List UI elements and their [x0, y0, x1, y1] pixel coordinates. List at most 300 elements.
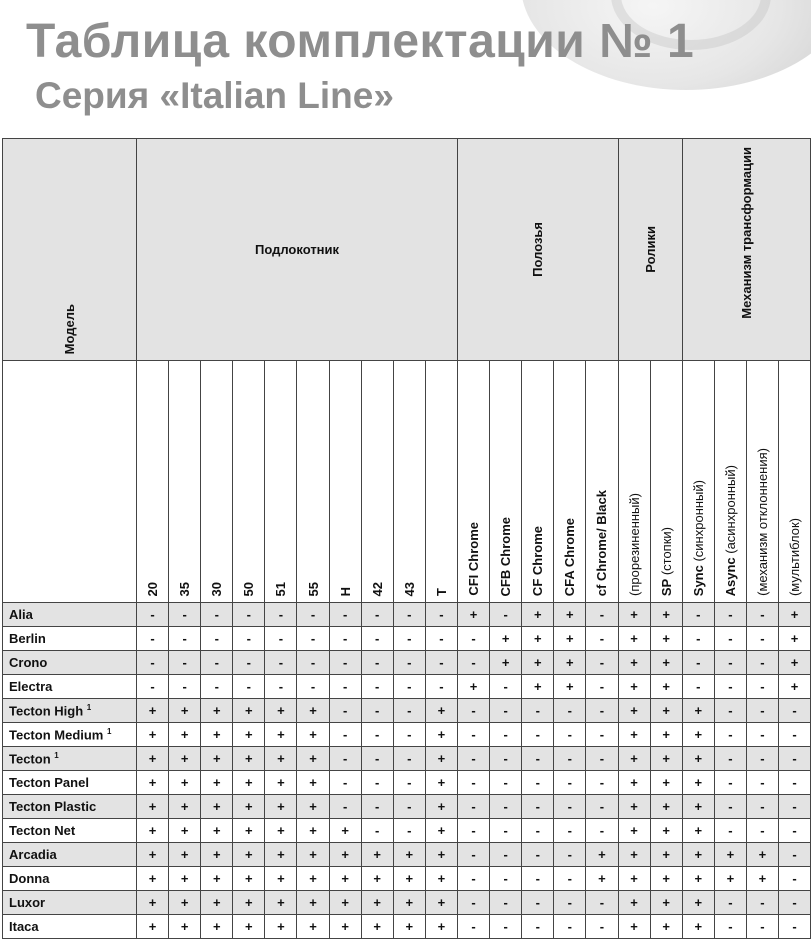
table-row: [3, 819, 811, 843]
availability-cell: -: [169, 651, 201, 675]
model-name: Tecton Net: [9, 823, 76, 838]
availability-cell: -: [554, 843, 586, 867]
column-header-bold-text: CFA Chrome: [562, 517, 578, 596]
availability-cell: +: [618, 915, 650, 939]
availability-cell: +: [425, 771, 457, 795]
column-header-bold-text: cf Chrome/ Black: [594, 489, 610, 596]
availability-cell: -: [393, 627, 425, 651]
availability-cell: -: [490, 699, 522, 723]
availability-cell: +: [618, 651, 650, 675]
availability-cell: +: [618, 723, 650, 747]
availability-cell: -: [361, 747, 393, 771]
availability-cell: +: [682, 723, 714, 747]
availability-cell: -: [393, 603, 425, 627]
availability-cell: -: [779, 747, 811, 771]
availability-cell: -: [714, 795, 746, 819]
availability-cell: +: [169, 723, 201, 747]
availability-cell: +: [361, 867, 393, 891]
availability-cell: -: [297, 675, 329, 699]
availability-cell: +: [554, 603, 586, 627]
availability-cell: +: [297, 819, 329, 843]
availability-cell: -: [361, 627, 393, 651]
availability-cell: -: [779, 843, 811, 867]
availability-cell: -: [458, 723, 490, 747]
column-header-13: [554, 361, 586, 603]
model-name-cell: [3, 603, 137, 627]
availability-cell: +: [522, 651, 554, 675]
availability-cell: -: [329, 795, 361, 819]
column-header-18: [714, 361, 746, 603]
availability-cell: +: [522, 603, 554, 627]
availability-cell: -: [490, 675, 522, 699]
availability-cell: +: [682, 747, 714, 771]
availability-cell: +: [522, 627, 554, 651]
table-row: [3, 891, 811, 915]
availability-cell: -: [714, 699, 746, 723]
availability-cell: -: [586, 603, 618, 627]
availability-cell: -: [779, 723, 811, 747]
group-header-mechanism: [682, 139, 810, 361]
availability-cell: +: [297, 747, 329, 771]
model-name-cell: [3, 675, 137, 699]
page-subtitle: Серия «Italian Line»: [35, 75, 394, 116]
model-name: Donna: [9, 871, 50, 886]
column-header-label: [209, 582, 224, 596]
availability-cell: +: [297, 771, 329, 795]
column-header-2: [201, 361, 233, 603]
model-name-cell: [3, 819, 137, 843]
availability-cell: +: [265, 699, 297, 723]
availability-cell: +: [169, 891, 201, 915]
model-name-cell: [3, 867, 137, 891]
availability-cell: -: [714, 651, 746, 675]
availability-cell: -: [458, 627, 490, 651]
table-row: [3, 627, 811, 651]
availability-cell: +: [425, 723, 457, 747]
availability-cell: -: [458, 843, 490, 867]
availability-cell: +: [650, 627, 682, 651]
availability-cell: -: [361, 771, 393, 795]
availability-cell: +: [233, 699, 265, 723]
column-header-label: [691, 480, 706, 596]
availability-cell: +: [169, 747, 201, 771]
column-header-bold-text: CF Chrome: [530, 525, 546, 596]
availability-cell: -: [779, 891, 811, 915]
column-header-bold-text: 51: [273, 581, 289, 596]
availability-cell: -: [490, 747, 522, 771]
availability-cell: +: [682, 915, 714, 939]
column-header-bold-text: 50: [241, 581, 257, 596]
column-header-note-text: (стопки): [658, 526, 674, 579]
availability-cell: +: [329, 891, 361, 915]
availability-cell: +: [714, 843, 746, 867]
availability-cell: +: [265, 867, 297, 891]
availability-cell: -: [490, 843, 522, 867]
column-header-bold-text: Async: [722, 556, 738, 596]
availability-cell: +: [618, 819, 650, 843]
availability-cell: +: [393, 867, 425, 891]
availability-cell: +: [265, 819, 297, 843]
group-label-casters: Ролики: [642, 226, 658, 273]
availability-cell: -: [329, 675, 361, 699]
availability-cell: +: [618, 891, 650, 915]
table-row: [3, 795, 811, 819]
availability-cell: +: [201, 891, 233, 915]
column-header-bold-text: 42: [369, 581, 385, 596]
column-header-15: [618, 361, 650, 603]
availability-cell: +: [201, 771, 233, 795]
availability-cell: -: [779, 795, 811, 819]
availability-cell: +: [650, 747, 682, 771]
availability-cell: -: [554, 795, 586, 819]
column-header-label: [434, 588, 449, 596]
availability-cell: +: [779, 603, 811, 627]
availability-cell: -: [490, 603, 522, 627]
availability-cell: -: [329, 603, 361, 627]
group-label-mechanism: Механизм трансформации: [738, 147, 754, 319]
availability-cell: +: [233, 819, 265, 843]
availability-cell: +: [650, 915, 682, 939]
availability-cell: -: [779, 915, 811, 939]
availability-cell: -: [393, 819, 425, 843]
availability-cell: -: [746, 675, 778, 699]
availability-cell: +: [682, 771, 714, 795]
availability-cell: +: [650, 771, 682, 795]
availability-cell: -: [329, 747, 361, 771]
model-name: Tecton: [9, 751, 51, 767]
availability-cell: +: [618, 699, 650, 723]
column-header-9: [425, 361, 457, 603]
availability-cell: +: [618, 843, 650, 867]
availability-cell: -: [586, 723, 618, 747]
column-header-bold-text: CFI Chrome: [466, 522, 482, 596]
column-header-4: [265, 361, 297, 603]
availability-cell: -: [233, 603, 265, 627]
availability-cell: +: [361, 843, 393, 867]
availability-cell: -: [361, 651, 393, 675]
availability-cell: +: [650, 675, 682, 699]
availability-cell: -: [361, 699, 393, 723]
column-header-7: [361, 361, 393, 603]
column-header-label: [145, 582, 160, 596]
availability-cell: +: [425, 915, 457, 939]
availability-cell: -: [233, 651, 265, 675]
availability-cell: -: [137, 651, 169, 675]
availability-cell: -: [746, 603, 778, 627]
availability-cell: +: [682, 819, 714, 843]
availability-cell: -: [137, 627, 169, 651]
availability-cell: -: [201, 603, 233, 627]
availability-cell: +: [425, 819, 457, 843]
table-row: [3, 651, 811, 675]
availability-cell: -: [779, 771, 811, 795]
availability-cell: -: [746, 723, 778, 747]
availability-cell: -: [714, 627, 746, 651]
availability-cell: +: [425, 747, 457, 771]
availability-cell: +: [265, 891, 297, 915]
availability-cell: -: [490, 819, 522, 843]
availability-cell: +: [746, 867, 778, 891]
availability-cell: +: [233, 915, 265, 939]
model-name: Electra: [9, 679, 53, 694]
availability-cell: -: [554, 819, 586, 843]
availability-cell: +: [233, 867, 265, 891]
column-header-label: [177, 582, 192, 596]
column-header-0: [137, 361, 169, 603]
availability-cell: -: [554, 699, 586, 723]
column-header-bold-text: 43: [401, 581, 417, 596]
availability-cell: -: [586, 891, 618, 915]
availability-cell: -: [586, 699, 618, 723]
availability-cell: +: [137, 819, 169, 843]
availability-cell: -: [361, 795, 393, 819]
availability-cell: +: [425, 699, 457, 723]
availability-cell: +: [618, 747, 650, 771]
availability-cell: -: [522, 843, 554, 867]
availability-cell: -: [522, 747, 554, 771]
model-name-cell: [3, 891, 137, 915]
availability-cell: +: [682, 843, 714, 867]
availability-cell: -: [682, 627, 714, 651]
availability-cell: +: [554, 675, 586, 699]
column-header-bold-text: Sync: [690, 564, 706, 596]
column-header-label: [723, 465, 738, 596]
availability-cell: -: [714, 675, 746, 699]
availability-cell: +: [169, 915, 201, 939]
column-header-11: [490, 361, 522, 603]
table-row: [3, 867, 811, 891]
availability-cell: +: [618, 627, 650, 651]
availability-cell: -: [746, 891, 778, 915]
model-name: Itaca: [9, 919, 39, 934]
availability-cell: +: [233, 771, 265, 795]
group-header-crosspiece: [458, 139, 619, 361]
availability-cell: -: [425, 675, 457, 699]
availability-cell: +: [458, 675, 490, 699]
table-row: [3, 603, 811, 627]
availability-cell: +: [682, 867, 714, 891]
availability-cell: +: [169, 771, 201, 795]
availability-cell: -: [265, 651, 297, 675]
availability-cell: +: [297, 795, 329, 819]
model-name-cell: [3, 699, 137, 723]
availability-cell: +: [650, 867, 682, 891]
group-header-row: [3, 139, 811, 361]
availability-cell: -: [522, 699, 554, 723]
availability-cell: -: [393, 699, 425, 723]
column-header-note-text: (механизм отклоннения): [754, 448, 770, 596]
table-row: [3, 723, 811, 747]
availability-cell: -: [329, 651, 361, 675]
availability-cell: -: [554, 915, 586, 939]
column-header-17: [682, 361, 714, 603]
availability-cell: -: [586, 795, 618, 819]
model-name-cell: [3, 915, 137, 939]
availability-cell: -: [393, 651, 425, 675]
column-header-bold-text: 30: [209, 581, 225, 596]
model-name-cell: [3, 747, 137, 771]
availability-cell: +: [522, 675, 554, 699]
column-header-label: [498, 517, 513, 596]
availability-cell: -: [458, 795, 490, 819]
availability-cell: +: [458, 603, 490, 627]
column-header-8: [393, 361, 425, 603]
availability-cell: -: [425, 603, 457, 627]
availability-cell: +: [137, 723, 169, 747]
availability-cell: +: [137, 771, 169, 795]
availability-cell: -: [522, 723, 554, 747]
availability-cell: +: [618, 675, 650, 699]
availability-cell: -: [490, 795, 522, 819]
availability-cell: -: [490, 915, 522, 939]
column-header-label: [338, 587, 353, 596]
column-header-note-text: (асинхронный): [722, 464, 738, 557]
availability-cell: +: [233, 891, 265, 915]
availability-cell: -: [586, 651, 618, 675]
column-header-row: [3, 361, 811, 603]
availability-cell: +: [650, 843, 682, 867]
column-header-label: [787, 518, 802, 596]
availability-cell: -: [714, 747, 746, 771]
availability-cell: -: [137, 603, 169, 627]
column-header-bold-text: 55: [305, 581, 321, 596]
availability-cell: -: [522, 819, 554, 843]
availability-cell: +: [618, 795, 650, 819]
table-row: [3, 675, 811, 699]
availability-cell: +: [425, 843, 457, 867]
availability-cell: +: [297, 867, 329, 891]
availability-cell: -: [361, 723, 393, 747]
availability-cell: +: [297, 723, 329, 747]
availability-cell: -: [522, 771, 554, 795]
model-name-cell: [3, 651, 137, 675]
availability-cell: +: [201, 843, 233, 867]
availability-cell: +: [618, 771, 650, 795]
availability-cell: -: [714, 603, 746, 627]
column-header-16: [650, 361, 682, 603]
availability-cell: -: [554, 747, 586, 771]
column-header-bold-text: SP: [658, 578, 674, 596]
spec-table-wrapper: [2, 138, 811, 939]
availability-cell: -: [490, 867, 522, 891]
availability-cell: +: [169, 819, 201, 843]
column-header-note-text: (прорезиненный): [626, 493, 642, 596]
availability-cell: +: [137, 699, 169, 723]
availability-cell: +: [169, 699, 201, 723]
availability-cell: +: [490, 651, 522, 675]
group-label-armrest: Подлокотник: [254, 242, 340, 257]
column-header-label: [273, 582, 288, 596]
table-row: [3, 915, 811, 939]
availability-cell: +: [137, 747, 169, 771]
availability-cell: +: [233, 795, 265, 819]
availability-cell: -: [201, 675, 233, 699]
footnote-mark: 1: [54, 750, 59, 760]
column-header-bold-text: T: [433, 588, 449, 596]
availability-cell: -: [458, 699, 490, 723]
availability-cell: +: [201, 867, 233, 891]
model-name-cell: [3, 843, 137, 867]
availability-cell: -: [329, 723, 361, 747]
column-header-label: [402, 582, 417, 596]
availability-cell: +: [425, 891, 457, 915]
column-header-6: [329, 361, 361, 603]
availability-cell: -: [393, 747, 425, 771]
model-name: Tecton Plastic: [9, 799, 97, 814]
model-name: Arcadia: [9, 847, 57, 862]
model-name-cell: [3, 723, 137, 747]
column-header-10: [458, 361, 490, 603]
availability-cell: -: [393, 771, 425, 795]
availability-cell: +: [554, 627, 586, 651]
availability-cell: -: [522, 915, 554, 939]
availability-cell: -: [458, 819, 490, 843]
availability-cell: +: [490, 627, 522, 651]
group-header-model: [3, 139, 137, 361]
availability-cell: +: [201, 795, 233, 819]
availability-cell: +: [682, 891, 714, 915]
availability-cell: +: [618, 603, 650, 627]
column-header-label: [370, 582, 385, 596]
availability-cell: +: [650, 891, 682, 915]
availability-cell: +: [329, 819, 361, 843]
availability-cell: -: [586, 627, 618, 651]
availability-cell: -: [714, 819, 746, 843]
availability-cell: +: [137, 915, 169, 939]
availability-cell: -: [458, 891, 490, 915]
availability-cell: -: [329, 699, 361, 723]
availability-cell: +: [714, 867, 746, 891]
availability-cell: -: [458, 867, 490, 891]
availability-cell: +: [361, 915, 393, 939]
group-header-casters: [618, 139, 682, 361]
column-header-label: [466, 522, 481, 596]
availability-cell: -: [393, 675, 425, 699]
availability-cell: +: [650, 603, 682, 627]
column-header-bold-text: H: [337, 586, 353, 596]
footnote-mark: 1: [107, 726, 112, 736]
column-header-label: [306, 582, 321, 596]
column-header-12: [522, 361, 554, 603]
availability-cell: -: [714, 891, 746, 915]
model-name: Tecton Medium: [9, 727, 104, 743]
model-name: Tecton High: [9, 703, 84, 719]
model-name-cell: [3, 795, 137, 819]
availability-cell: -: [586, 915, 618, 939]
page-header: [0, 0, 811, 138]
column-header-note-text: (мультиблок): [787, 517, 803, 596]
availability-cell: +: [650, 651, 682, 675]
table-row: [3, 747, 811, 771]
availability-cell: +: [233, 723, 265, 747]
column-header-label: [755, 448, 770, 596]
group-label-model: Модель: [62, 303, 77, 354]
availability-cell: -: [554, 867, 586, 891]
availability-cell: -: [265, 603, 297, 627]
availability-cell: +: [201, 915, 233, 939]
availability-cell: -: [586, 675, 618, 699]
availability-cell: +: [779, 651, 811, 675]
availability-cell: -: [490, 891, 522, 915]
availability-cell: +: [297, 891, 329, 915]
availability-cell: +: [650, 795, 682, 819]
column-header-label: [562, 518, 577, 596]
availability-cell: -: [746, 795, 778, 819]
availability-cell: -: [137, 675, 169, 699]
column-header-label: [627, 493, 642, 596]
availability-cell: -: [554, 891, 586, 915]
column-header-5: [297, 361, 329, 603]
